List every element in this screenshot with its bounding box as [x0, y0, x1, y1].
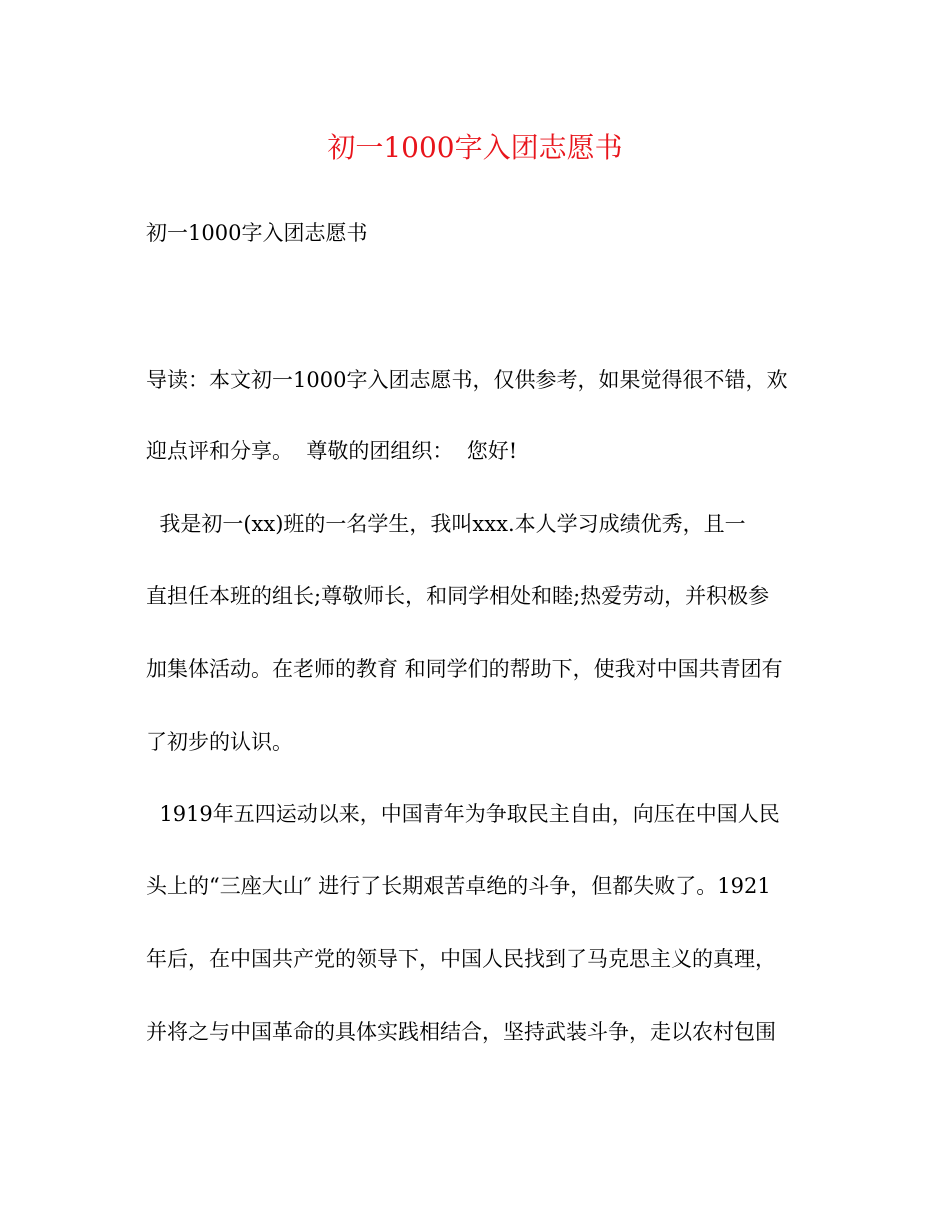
body-line: 导读：本文初一1000字入团志愿书，仅供参考，如果觉得很不错，欢 — [146, 368, 788, 392]
body-line: 了初步的认识。 — [146, 730, 293, 754]
body-line: 我是初一(xx)班的一名学生，我叫xxx.本人学习成绩优秀，且一 — [146, 512, 746, 536]
body-line: 迎点评和分享。 尊敬的团组织： 您好! — [146, 439, 518, 463]
body-line: 加集体活动。在老师的教育 和同学们的帮助下，使我对中国共青团有 — [146, 657, 783, 681]
subtitle-line: 初一1000字入团志愿书 — [146, 221, 368, 245]
body-line: 并将之与中国革命的具体实践相结合，坚持武装斗争，走以农村包围 — [146, 1020, 776, 1044]
body-line: 头上的“三座大山″ 进行了长期艰苦卓绝的斗争，但都失败了。1921 — [146, 874, 771, 898]
body-line: 直担任本班的组长;尊敬师长，和同学相处和睦;热爱劳动，并积极参 — [146, 584, 770, 608]
body-line: 1919年五四运动以来，中国青年为争取民主自由，向压在中国人民 — [146, 802, 780, 826]
document-title: 初一1000字入团志愿书 — [327, 131, 623, 164]
body-line: 年后，在中国共产党的领导下，中国人民找到了马克思主义的真理， — [146, 947, 776, 971]
